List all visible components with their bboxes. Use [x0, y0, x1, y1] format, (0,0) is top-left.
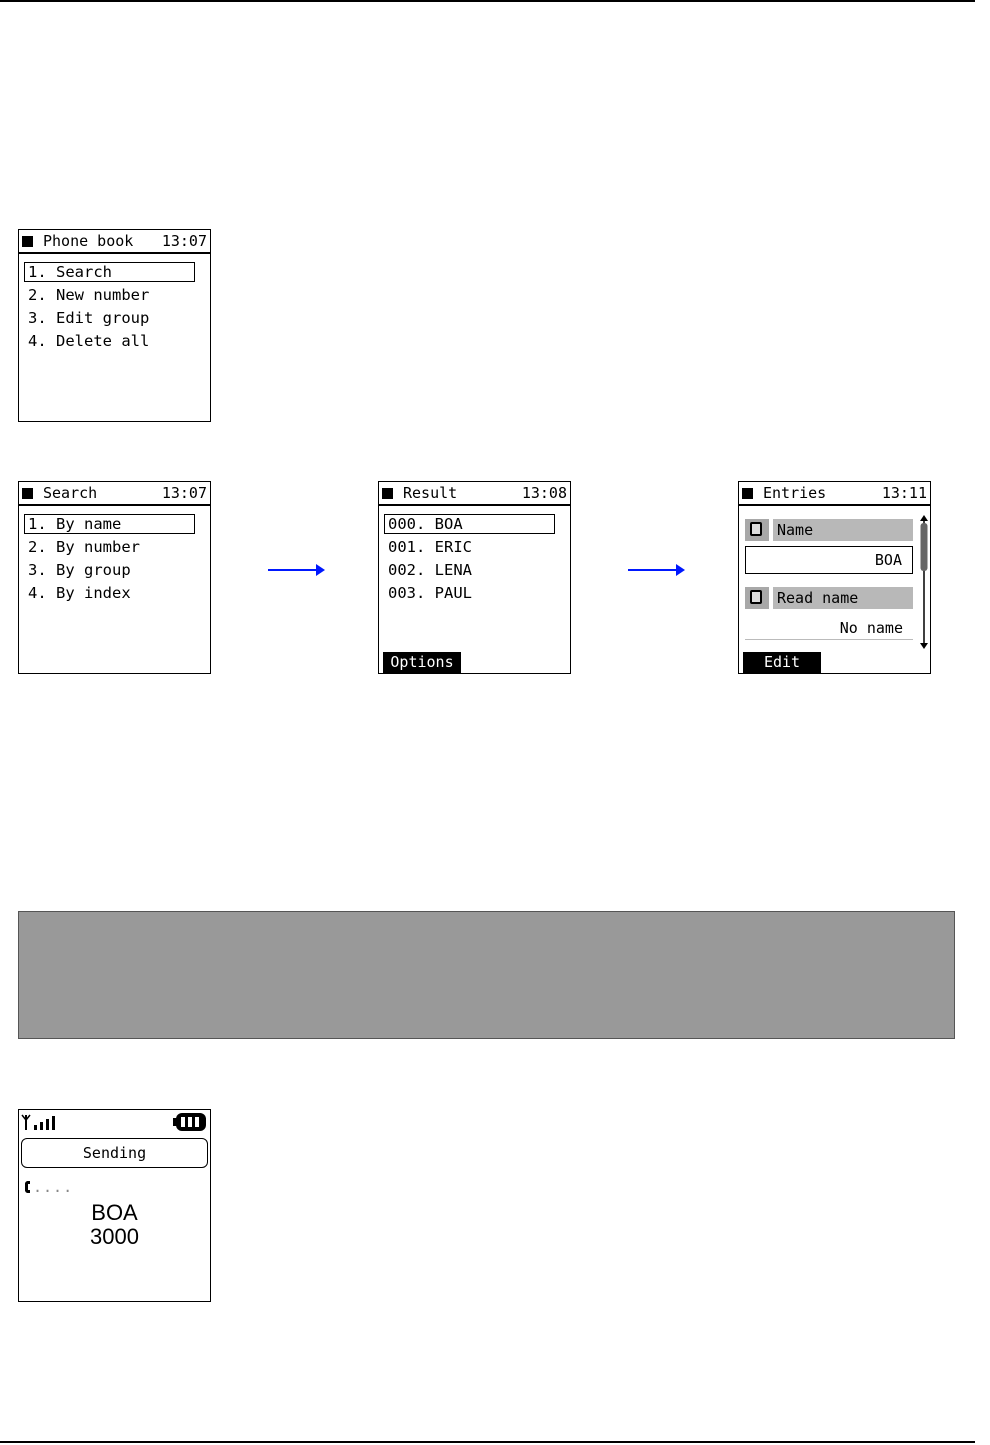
title-square-icon [742, 488, 753, 499]
title-square-icon [22, 488, 33, 499]
search-titlebar [19, 482, 210, 506]
phonebook-screen [18, 229, 211, 422]
list-item[interactable]: 001. ERIC [388, 538, 472, 556]
flow-arrow-icon [268, 569, 317, 571]
scroll-arrows-icon [919, 515, 929, 649]
phone-handset-icon [25, 1181, 30, 1193]
status-banner: Sending [21, 1138, 208, 1168]
list-item[interactable]: 002. LENA [388, 561, 472, 579]
list-item[interactable]: 000. BOA [388, 515, 463, 533]
menu-item-by-name[interactable]: 1. By name [28, 515, 122, 533]
options-softkey[interactable]: Options [383, 652, 461, 673]
name-field-header [745, 519, 913, 541]
title-square-icon [382, 488, 393, 499]
clock-time: 13:07 [161, 232, 207, 250]
top-rule [0, 0, 975, 2]
edit-softkey[interactable]: Edit [743, 652, 821, 673]
menu-item-by-group[interactable]: 3. By group [28, 561, 131, 579]
read-name-label: Read name [773, 587, 913, 609]
list-item[interactable]: 003. PAUL [388, 584, 472, 602]
clock-time: 13:11 [881, 484, 927, 502]
phonebook-titlebar [19, 230, 210, 254]
contact-icon [745, 519, 769, 541]
bottom-rule [0, 1441, 975, 1443]
screen-title: Search [43, 484, 98, 502]
signal-icon [21, 1112, 65, 1132]
progress-dots: .... [33, 1178, 74, 1196]
read-name-value: No name [745, 616, 913, 640]
menu-item-edit-group[interactable]: 3. Edit group [28, 309, 150, 327]
menu-item-delete-all[interactable]: 4. Delete all [28, 332, 150, 350]
contact-icon [745, 587, 769, 609]
screen-title: Entries [763, 484, 827, 502]
screen-title: Result [403, 484, 458, 502]
sending-screen [18, 1109, 211, 1302]
name-field[interactable]: BOA [745, 546, 913, 574]
flow-arrow-icon [628, 569, 677, 571]
scrollbar[interactable] [919, 515, 929, 649]
entries-screen [738, 481, 931, 674]
result-titlebar [379, 482, 570, 506]
clock-time: 13:08 [521, 484, 567, 502]
search-screen [18, 481, 211, 674]
entries-titlebar [739, 482, 930, 506]
note-box [18, 911, 955, 1039]
clock-time: 13:07 [161, 484, 207, 502]
read-name-field-header [745, 587, 913, 609]
contact-number: 3000 [90, 1224, 139, 1249]
screen-title: Phone book [43, 232, 134, 250]
menu-item-search[interactable]: 1. Search [28, 263, 112, 281]
menu-item-by-index[interactable]: 4. By index [28, 584, 131, 602]
contact-name: BOA [91, 1200, 138, 1225]
battery-icon [173, 1112, 207, 1132]
menu-item-by-number[interactable]: 2. By number [28, 538, 140, 556]
result-screen [378, 481, 571, 674]
name-label: Name [773, 519, 913, 541]
title-square-icon [22, 236, 33, 247]
menu-item-new-number[interactable]: 2. New number [28, 286, 150, 304]
